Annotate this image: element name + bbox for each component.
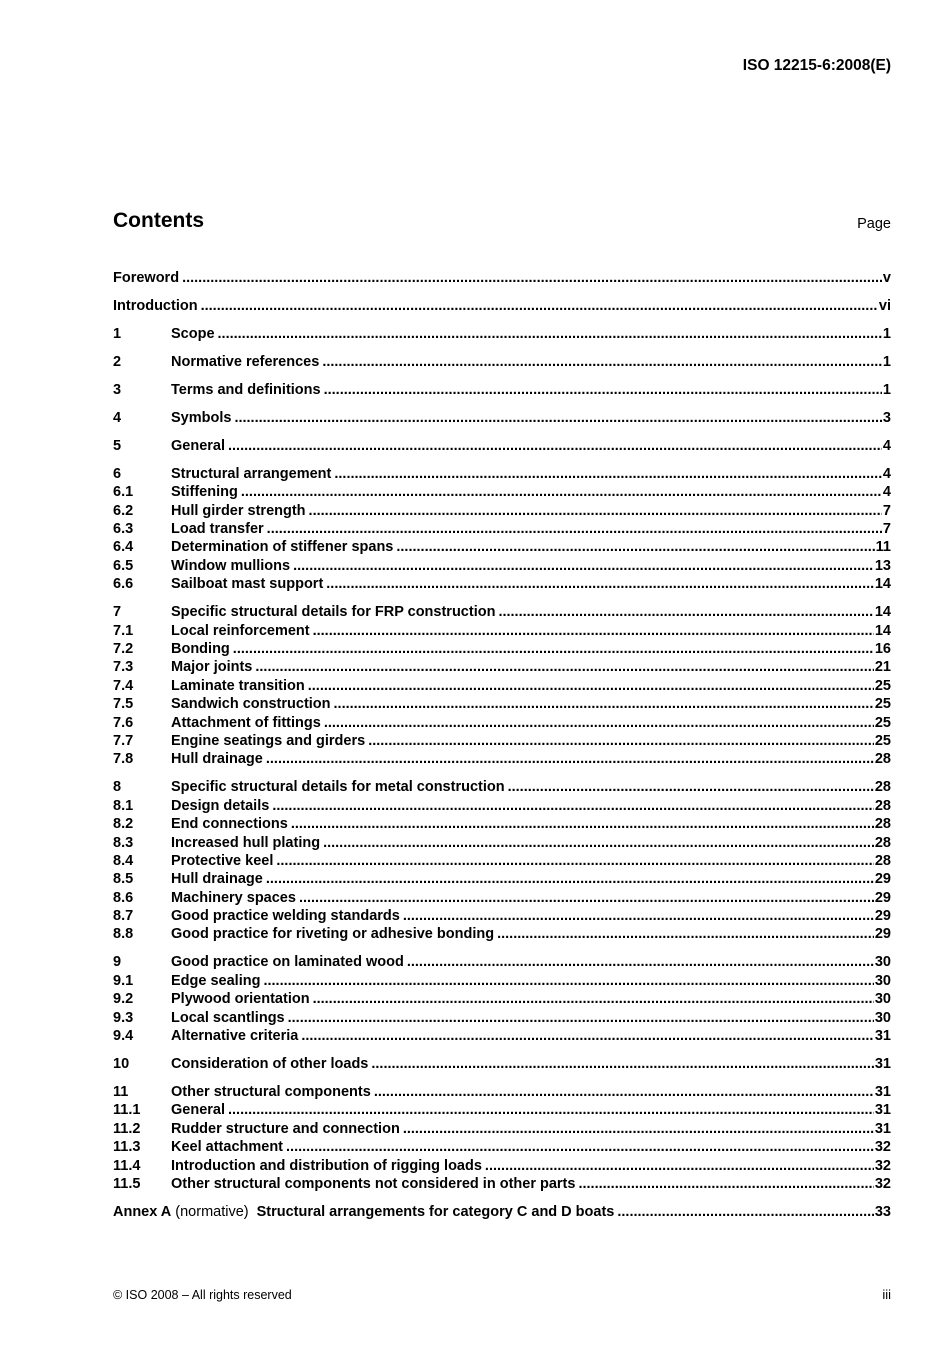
toc-entry-number: 7.5 — [113, 696, 134, 713]
dot-leader — [396, 538, 874, 556]
copyright-notice: © ISO 2008 – All rights reserved — [113, 1288, 292, 1302]
toc-entry-title: Major joints — [171, 659, 253, 676]
toc-entry[interactable] — [113, 732, 891, 750]
toc-entry-number: 9 — [113, 954, 122, 971]
toc-entry-title: Stiffening — [171, 484, 238, 501]
toc-entry-number: 8.8 — [113, 926, 134, 943]
toc-entry-page: 29 — [874, 908, 891, 925]
toc-entry-title: Other structural components — [171, 1083, 371, 1100]
toc-entry-number: 9.3 — [113, 1009, 134, 1026]
toc-entry-number: Foreword — [113, 270, 180, 286]
toc-entry-number: 7.8 — [113, 751, 134, 768]
toc-entry-page: 14 — [874, 576, 891, 593]
dot-leader — [403, 1120, 874, 1138]
toc-entry-title: Edge sealing — [171, 972, 261, 989]
toc-entry-title: General — [171, 437, 225, 454]
toc-entry-title: Protective keel — [171, 852, 274, 869]
dot-leader — [368, 732, 874, 750]
dot-leader — [374, 1083, 874, 1101]
toc-entry-page: 4 — [882, 484, 891, 501]
dot-leader — [617, 1203, 874, 1221]
toc-entry-title: Plywood orientation — [171, 991, 310, 1008]
toc-entry-title: Structural arrangement — [171, 465, 332, 482]
toc-entry[interactable] — [113, 778, 891, 796]
toc-entry[interactable] — [113, 889, 891, 907]
dot-leader — [234, 409, 881, 427]
toc-entry-title: Machinery spaces — [171, 889, 296, 906]
toc-entry-page: vi — [878, 297, 891, 314]
toc-entry[interactable] — [113, 520, 891, 538]
dot-leader — [201, 297, 878, 315]
toc-entry-title: Normative references — [171, 353, 320, 370]
dot-leader — [324, 714, 874, 732]
toc-entry-number: 8.7 — [113, 908, 134, 925]
toc-entry-page: 29 — [874, 889, 891, 906]
dot-leader — [255, 658, 873, 676]
toc-entry-title: Hull drainage — [171, 871, 263, 888]
toc-entry-title: Terms and definitions — [171, 381, 321, 398]
dot-leader — [313, 990, 874, 1008]
toc-entry[interactable] — [113, 1175, 891, 1193]
toc-entry-page: 29 — [874, 871, 891, 888]
toc-entry-number: 8.4 — [113, 852, 134, 869]
toc-entry-page: 1 — [882, 353, 891, 370]
dot-leader — [578, 1175, 873, 1193]
toc-entry[interactable] — [113, 1009, 891, 1027]
toc-entry[interactable] — [113, 269, 891, 287]
toc-entry-number: 6.5 — [113, 557, 134, 574]
dot-leader — [308, 677, 874, 695]
toc-entry-page: 31 — [874, 1028, 891, 1044]
toc-entry[interactable] — [113, 925, 891, 943]
dot-leader — [497, 925, 874, 943]
toc-entry-page: 1 — [882, 381, 891, 398]
toc-entry[interactable] — [113, 695, 891, 713]
toc-entry[interactable] — [113, 640, 891, 658]
document-id: ISO 12215-6:2008(E) — [742, 57, 891, 74]
toc-entry-page: 7 — [882, 521, 891, 538]
dot-leader — [301, 1027, 874, 1045]
dot-leader — [218, 325, 882, 343]
toc-entry-page: 13 — [874, 557, 891, 574]
toc-entry-number: 11.3 — [113, 1139, 141, 1156]
toc-entry-page: 31 — [874, 1120, 891, 1137]
toc-entry-title: Scope — [171, 325, 215, 342]
toc-entry[interactable] — [113, 1083, 891, 1101]
toc-entry-page: 28 — [874, 834, 891, 851]
toc-entry-number: Annex A — [113, 1203, 172, 1220]
toc-entry-number: 7.2 — [113, 641, 134, 657]
toc-entry-title: Symbols — [171, 409, 232, 426]
toc-entry-qualifier: (normative) — [175, 1203, 249, 1220]
toc-entry-number: 8.5 — [113, 871, 134, 888]
dot-leader — [403, 907, 874, 925]
dot-leader — [228, 437, 882, 455]
toc-entry[interactable] — [113, 750, 891, 768]
toc-entry[interactable] — [113, 1157, 891, 1175]
dot-leader — [498, 603, 873, 621]
toc-entry-number: 11.1 — [113, 1102, 141, 1119]
dot-leader — [286, 1138, 874, 1156]
toc-entry-title: Determination of stiffener spans — [171, 539, 394, 556]
toc-entry-title: Rudder structure and connection — [171, 1120, 400, 1137]
dot-leader — [288, 1009, 874, 1027]
toc-entry-title: Design details — [171, 797, 270, 814]
toc-entry-page: 14 — [874, 622, 891, 639]
dot-leader — [334, 695, 874, 713]
toc-entry[interactable] — [113, 603, 891, 621]
toc-entry[interactable] — [113, 852, 891, 870]
contents-title: Contents — [113, 209, 204, 232]
toc-entry-number: 7.6 — [113, 714, 134, 731]
toc-entry-page: 30 — [874, 954, 891, 971]
toc-entry-title: Hull girder strength — [171, 502, 306, 519]
toc-entry[interactable] — [113, 437, 891, 455]
toc-entry-page: 31 — [874, 1102, 891, 1119]
toc-entry[interactable] — [113, 658, 891, 676]
dot-leader — [263, 972, 873, 990]
toc-entry[interactable] — [113, 1055, 891, 1073]
dot-leader — [241, 483, 882, 501]
toc-entry-title: Good practice on laminated wood — [171, 954, 404, 971]
toc-entry-number: 1 — [113, 325, 122, 342]
dot-leader — [266, 870, 874, 888]
toc-entry[interactable] — [113, 538, 891, 556]
dot-leader — [326, 575, 874, 593]
toc-entry-title: Engine seatings and girders — [171, 732, 366, 749]
toc-entry-page: 28 — [874, 852, 891, 869]
toc-entry[interactable] — [113, 907, 891, 925]
dot-leader — [508, 778, 874, 796]
dot-leader — [334, 465, 882, 483]
toc-entry[interactable] — [113, 1027, 891, 1045]
toc-entry-number: Introduction — [113, 297, 198, 314]
page-number: iii — [882, 1287, 891, 1302]
toc-entry-page: 25 — [874, 677, 891, 694]
dot-leader — [324, 381, 882, 399]
toc-entry-page: 32 — [874, 1139, 891, 1156]
toc-entry-title: Load transfer — [171, 521, 264, 538]
toc-entry-number: 7.3 — [113, 659, 134, 676]
toc-entry-page: 32 — [874, 1157, 891, 1174]
dot-leader — [272, 797, 874, 815]
toc-entry-title: Sandwich construction — [171, 696, 331, 713]
toc-entry-title: Specific structural details for metal construction — [171, 779, 505, 796]
toc-entry-title: End connections — [171, 816, 288, 833]
toc-entry-page: 31 — [874, 1055, 891, 1072]
toc-entry-page: 1 — [882, 325, 891, 342]
toc-entry-number: 11.2 — [113, 1120, 141, 1137]
toc-entry-page: 28 — [874, 751, 891, 768]
toc-entry-number: 6.4 — [113, 539, 134, 556]
toc-entry-number: 7.7 — [113, 732, 134, 749]
toc-entry-title: Local scantlings — [171, 1009, 285, 1026]
toc-entry-number: 2 — [113, 353, 122, 370]
dot-leader — [309, 502, 882, 520]
toc-entry-number: 9.1 — [113, 972, 134, 989]
toc-entry-number: 3 — [113, 381, 122, 398]
toc-entry-page: 3 — [882, 409, 891, 426]
toc-entry-title: General — [171, 1102, 225, 1119]
dot-leader — [276, 852, 873, 870]
toc-entry[interactable] — [113, 815, 891, 833]
dot-leader — [293, 557, 874, 575]
toc-entry-title: Bonding — [171, 641, 230, 657]
dot-leader — [291, 815, 874, 833]
toc-entry-title: Increased hull plating — [171, 834, 321, 851]
toc-entry-number: 8.3 — [113, 834, 134, 851]
toc-entry[interactable] — [113, 1203, 891, 1221]
toc-entry-page: 4 — [882, 437, 891, 454]
dot-leader — [182, 269, 882, 287]
toc-entry-title: Good practice welding standards — [171, 908, 400, 925]
toc-entry[interactable] — [113, 502, 891, 520]
toc-entry-number: 9.4 — [113, 1028, 134, 1044]
dot-leader — [407, 953, 874, 971]
toc-entry[interactable] — [113, 353, 891, 371]
toc-entry[interactable] — [113, 870, 891, 888]
toc-entry-number: 5 — [113, 437, 122, 454]
toc-entry-number: 11.5 — [113, 1175, 141, 1192]
toc-entry[interactable] — [113, 622, 891, 640]
toc-entry-number: 6.1 — [113, 484, 134, 501]
toc-entry-page: 29 — [874, 926, 891, 943]
toc-entry-page: 11 — [875, 539, 891, 556]
toc-entry-number: 7.1 — [113, 622, 134, 639]
toc-entry-title: Laminate transition — [171, 677, 305, 694]
toc-entry-page: 14 — [874, 604, 891, 621]
toc-entry-title: Keel attachment — [171, 1139, 284, 1156]
toc-entry-number: 8.1 — [113, 797, 134, 814]
toc-entry-title: Introduction and distribution of rigging loads — [171, 1157, 482, 1174]
toc-entry-title: Alternative criteria — [171, 1028, 299, 1044]
toc-entry-page: 32 — [874, 1175, 891, 1192]
toc-entry-title: Consideration of other loads — [171, 1055, 369, 1072]
dot-leader — [485, 1157, 874, 1175]
toc-entry[interactable] — [113, 325, 891, 343]
toc-entry[interactable] — [113, 677, 891, 695]
toc-entry[interactable] — [113, 834, 891, 852]
toc-entry-page: 25 — [874, 714, 891, 731]
toc-entry-number: 6.2 — [113, 502, 134, 519]
toc-entry[interactable] — [113, 483, 891, 501]
toc-entry-number: 4 — [113, 409, 122, 426]
toc-entry-title: Specific structural details for FRP construction — [171, 604, 496, 621]
toc-entry[interactable] — [113, 990, 891, 1008]
toc-entry-number: 11 — [113, 1083, 129, 1100]
dot-leader — [266, 750, 874, 768]
toc-entry-page: 30 — [874, 991, 891, 1008]
dot-leader — [371, 1055, 873, 1073]
toc-entry[interactable] — [113, 575, 891, 593]
toc-entry-page: 33 — [874, 1203, 891, 1220]
toc-entry-page: 30 — [874, 972, 891, 989]
toc-entry-page: 25 — [874, 696, 891, 713]
toc-entry[interactable] — [113, 1138, 891, 1156]
toc-entry-page: 28 — [874, 779, 891, 796]
dot-leader — [322, 353, 882, 371]
dot-leader — [228, 1101, 874, 1119]
toc-entry-number: 6.3 — [113, 521, 134, 538]
toc-entry-title: Structural arrangements for category C and D boats — [256, 1203, 615, 1220]
toc-entry[interactable] — [113, 557, 891, 575]
toc-entry-number: 6 — [113, 465, 122, 482]
toc-entry[interactable] — [113, 297, 891, 315]
toc-entry-title: Sailboat mast support — [171, 576, 324, 593]
toc-entry-number: 8.6 — [113, 889, 134, 906]
toc-entry-title: Attachment of fittings — [171, 714, 321, 731]
toc-entry-title: Window mullions — [171, 557, 291, 574]
dot-leader — [233, 640, 874, 658]
toc-entry-page: 31 — [874, 1083, 891, 1100]
toc-entry-title: Good practice for riveting or adhesive bonding — [171, 926, 495, 943]
toc-entry-page: 28 — [874, 816, 891, 833]
toc-entry-number: 7 — [113, 604, 122, 621]
toc-entry[interactable] — [113, 465, 891, 483]
toc-entry-number: 9.2 — [113, 991, 134, 1008]
toc-entry-page: 7 — [882, 502, 891, 519]
toc-entry-number: 6.6 — [113, 576, 134, 593]
toc-entry-page: 28 — [874, 797, 891, 814]
toc-entry[interactable] — [113, 714, 891, 732]
toc-entry-page: 16 — [874, 641, 891, 657]
toc-entry-number: 8.2 — [113, 816, 134, 833]
toc-entry-page: 30 — [874, 1009, 891, 1026]
toc-entry-number: 8 — [113, 779, 122, 796]
toc-entry[interactable] — [113, 972, 891, 990]
toc-entry-title: Hull drainage — [171, 751, 263, 768]
toc-entry-page: 25 — [874, 732, 891, 749]
dot-leader — [323, 834, 874, 852]
toc-entry[interactable] — [113, 797, 891, 815]
toc-entry-page: v — [882, 270, 891, 286]
toc-entry-title: Other structural components not considered in other parts — [171, 1175, 576, 1192]
table-of-contents — [113, 269, 891, 1221]
toc-entry-number: 7.4 — [113, 677, 134, 694]
toc-entry-page: 4 — [882, 465, 891, 482]
dot-leader — [299, 889, 874, 907]
toc-entry[interactable] — [113, 953, 891, 971]
toc-entry[interactable] — [113, 1101, 891, 1119]
toc-entry-number: 10 — [113, 1055, 130, 1072]
dot-leader — [313, 622, 874, 640]
toc-entry[interactable] — [113, 409, 891, 427]
page-column-label: Page — [857, 216, 891, 232]
dot-leader — [267, 520, 882, 538]
toc-entry[interactable] — [113, 1120, 891, 1138]
toc-entry-number: 11.4 — [113, 1157, 141, 1174]
toc-entry[interactable] — [113, 381, 891, 399]
toc-entry-page: 21 — [874, 659, 891, 676]
toc-entry-title: Local reinforcement — [171, 622, 310, 639]
